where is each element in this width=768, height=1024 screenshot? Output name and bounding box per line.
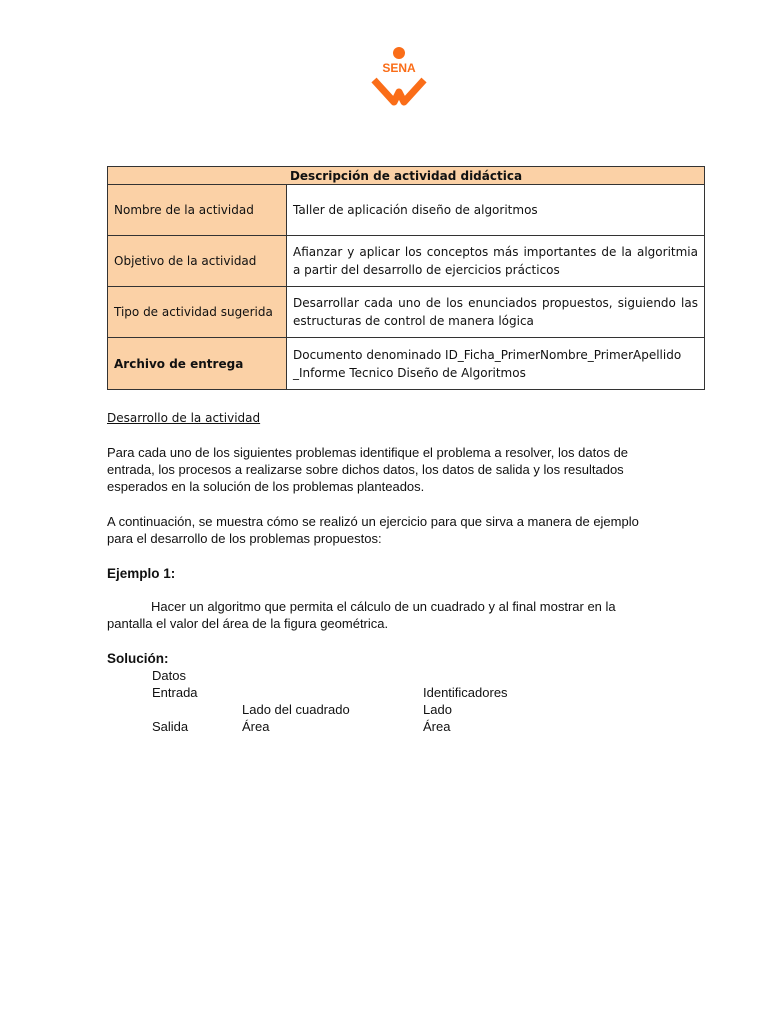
row-value: Taller de aplicación diseño de algoritmos — [287, 185, 705, 236]
solution-entrada: Entrada — [152, 685, 198, 700]
activity-description-table — [107, 166, 705, 390]
sena-logo-text: SENA — [382, 61, 416, 75]
section-title: Desarrollo de la actividad — [107, 411, 261, 425]
row-value: Desarrollar cada uno de los enunciados propuestos, siguiendo las estructuras de control de manera lógica — [287, 287, 705, 338]
table-row — [108, 338, 705, 390]
paragraph: Para cada uno de los siguientes problemas identifique el problema a resolver, los datos de entrada, los procesos a realizarse sobre dichos datos, los datos de salida y los resultados esperados en la solución de los problemas planteados. — [107, 445, 629, 494]
table-header: Descripción de actividad didáctica — [108, 167, 705, 185]
row-label: Objetivo de la actividad — [108, 236, 287, 287]
row-label: Nombre de la actividad — [108, 185, 287, 236]
solution-area-left: Área — [242, 719, 270, 734]
row-value-line: Documento denominado ID_Ficha_PrimerNombre_PrimerApellido — [293, 347, 682, 362]
solution-area-right: Área — [423, 719, 451, 734]
table-row — [108, 236, 705, 287]
table-row — [108, 185, 705, 236]
row-value: Afianzar y aplicar los conceptos más importantes de la algoritmia a partir del desarrollo de ejercicios prácticos — [287, 236, 705, 287]
row-label: Archivo de entrega — [108, 338, 287, 390]
solution-datos: Datos — [152, 668, 186, 683]
sena-logo — [370, 46, 428, 106]
example-text: Hacer un algoritmo que permita el cálculo de un cuadrado y al final mostrar en la pantalla el valor del área de la figura geométrica. — [107, 599, 616, 631]
row-value-line: _Informe Tecnico Diseño de Algoritmos — [293, 365, 526, 380]
example-title: Ejemplo 1: — [107, 566, 176, 581]
paragraph: A continuación, se muestra cómo se realizó un ejercicio para que sirva a manera de ejemplo para el desarrollo de los problemas propuestos: — [107, 514, 639, 546]
solution-salida: Salida — [152, 719, 189, 734]
solution-identificadores: Identificadores — [423, 685, 508, 700]
table-row — [108, 287, 705, 338]
row-label: Tipo de actividad sugerida — [108, 287, 287, 338]
solution-lado: Lado — [423, 702, 452, 717]
solution-title: Solución: — [107, 651, 169, 666]
row-value — [287, 338, 705, 390]
solution-lado-cuadrado: Lado del cuadrado — [242, 702, 350, 717]
